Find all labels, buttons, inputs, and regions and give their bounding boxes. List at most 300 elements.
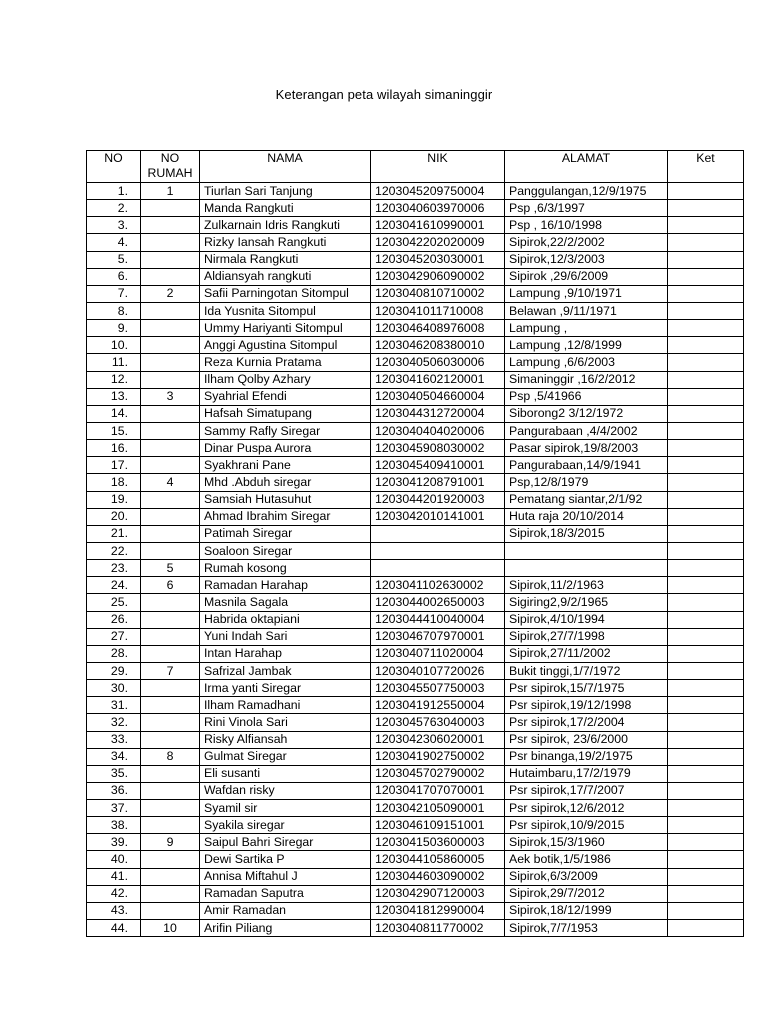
- cell-ket: [668, 731, 744, 748]
- cell-nama: Manda Rangkuti: [200, 200, 371, 217]
- cell-alamat: Sipirok,22/2/2002: [505, 234, 668, 251]
- cell-alamat: Psp ,5/41966: [505, 388, 668, 405]
- cell-no: 17.: [87, 457, 141, 474]
- cell-no: 25.: [87, 594, 141, 611]
- cell-no-rumah: [141, 422, 200, 439]
- cell-nik: 1203042906090002: [371, 268, 505, 285]
- cell-no-rumah: [141, 200, 200, 217]
- table-row: [87, 525, 744, 542]
- cell-no: 9.: [87, 320, 141, 337]
- cell-ket: [668, 594, 744, 611]
- header-no-rumah-line1: NO: [160, 151, 180, 165]
- cell-alamat: Pematang siantar,2/1/92: [505, 491, 668, 508]
- cell-nik: 1203044201920003: [371, 491, 505, 508]
- cell-nama: Nirmala Rangkuti: [200, 251, 371, 268]
- cell-no: 35.: [87, 765, 141, 782]
- cell-ket: [668, 902, 744, 919]
- cell-nama: Saipul Bahri Siregar: [200, 834, 371, 851]
- cell-no-rumah: 4: [141, 474, 200, 491]
- cell-ket: [668, 577, 744, 594]
- table-row: [87, 491, 744, 508]
- document-title: Keterangan peta wilayah simaninggir: [275, 87, 493, 102]
- cell-ket: [668, 800, 744, 817]
- cell-nama: Anggi Agustina Sitompul: [200, 337, 371, 354]
- cell-nama: Sammy Rafly Siregar: [200, 422, 371, 439]
- table-row: [87, 285, 744, 302]
- cell-no: 32.: [87, 714, 141, 731]
- cell-nama: Ida Yusnita Sitompul: [200, 302, 371, 319]
- cell-alamat: Sipirok,29/7/2012: [505, 885, 668, 902]
- cell-no: 27.: [87, 628, 141, 645]
- table-row: [87, 560, 744, 577]
- cell-no: 11.: [87, 354, 141, 371]
- cell-ket: [668, 714, 744, 731]
- table-row: [87, 474, 744, 491]
- table-body: [87, 183, 744, 937]
- table-row: [87, 200, 744, 217]
- cell-nik: 1203046109151001: [371, 817, 505, 834]
- table-row: [87, 594, 744, 611]
- cell-ket: [668, 457, 744, 474]
- cell-ket: [668, 474, 744, 491]
- table-row: [87, 320, 744, 337]
- cell-ket: [668, 440, 744, 457]
- cell-no: 5.: [87, 251, 141, 268]
- cell-alamat: Lampung ,9/10/1971: [505, 285, 668, 302]
- header-no-rumah: [141, 151, 200, 183]
- cell-ket: [668, 234, 744, 251]
- cell-no-rumah: [141, 680, 200, 697]
- cell-nik: 1203045409410001: [371, 457, 505, 474]
- cell-alamat: Sipirok,11/2/1963: [505, 577, 668, 594]
- cell-nama: Irma yanti Siregar: [200, 680, 371, 697]
- cell-ket: [668, 251, 744, 268]
- cell-no: 14.: [87, 405, 141, 422]
- cell-nama: Dinar Puspa Aurora: [200, 440, 371, 457]
- cell-ket: [668, 371, 744, 388]
- cell-no-rumah: [141, 885, 200, 902]
- table-row: [87, 765, 744, 782]
- cell-alamat: Sipirok,15/3/1960: [505, 834, 668, 851]
- cell-alamat: Sipirok,27/7/1998: [505, 628, 668, 645]
- cell-nama: Ilham Ramadhani: [200, 697, 371, 714]
- cell-no-rumah: 8: [141, 748, 200, 765]
- table-row: [87, 405, 744, 422]
- cell-nik: 1203044603090002: [371, 868, 505, 885]
- cell-no-rumah: [141, 611, 200, 628]
- cell-no: 4.: [87, 234, 141, 251]
- cell-nama: Tiurlan Sari Tanjung: [200, 183, 371, 200]
- cell-nik: 1203041707070001: [371, 782, 505, 799]
- cell-nik: 1203041208791001: [371, 474, 505, 491]
- cell-alamat: Pangurabaan,14/9/1941: [505, 457, 668, 474]
- cell-ket: [668, 354, 744, 371]
- cell-nama: Amir Ramadan: [200, 902, 371, 919]
- cell-no-rumah: [141, 628, 200, 645]
- cell-alamat: Sipirok,4/10/1994: [505, 611, 668, 628]
- cell-no: 36.: [87, 782, 141, 799]
- cell-ket: [668, 422, 744, 439]
- cell-nama: Yuni Indah Sari: [200, 628, 371, 645]
- cell-alamat: Lampung ,: [505, 320, 668, 337]
- table-row: [87, 800, 744, 817]
- cell-ket: [668, 268, 744, 285]
- table-row: [87, 217, 744, 234]
- cell-no-rumah: 9: [141, 834, 200, 851]
- cell-nik: [371, 560, 505, 577]
- cell-ket: [668, 920, 744, 937]
- cell-ket: [668, 697, 744, 714]
- cell-no: 44.: [87, 920, 141, 937]
- cell-no-rumah: [141, 371, 200, 388]
- cell-alamat: Pangurabaan ,4/4/2002: [505, 422, 668, 439]
- cell-ket: [668, 885, 744, 902]
- table-row: [87, 714, 744, 731]
- cell-nik: 1203045908030002: [371, 440, 505, 457]
- cell-nama: Annisa Miftahul J: [200, 868, 371, 885]
- cell-no-rumah: [141, 542, 200, 559]
- cell-no-rumah: 3: [141, 388, 200, 405]
- cell-no-rumah: [141, 868, 200, 885]
- cell-nik: 1203041102630002: [371, 577, 505, 594]
- table-row: [87, 440, 744, 457]
- cell-nik: 1203040506030006: [371, 354, 505, 371]
- cell-no: 43.: [87, 902, 141, 919]
- cell-nama: Rini Vinola Sari: [200, 714, 371, 731]
- cell-alamat: Simaninggir ,16/2/2012: [505, 371, 668, 388]
- cell-nama: Patimah Siregar: [200, 525, 371, 542]
- cell-alamat: Psr sipirok,15/7/1975: [505, 680, 668, 697]
- cell-nama: Ramadan Saputra: [200, 885, 371, 902]
- table-row: [87, 611, 744, 628]
- cell-nik: 1203040504660004: [371, 388, 505, 405]
- cell-nama: Intan Harahap: [200, 645, 371, 662]
- table-row: [87, 371, 744, 388]
- cell-nik: 1203045203030001: [371, 251, 505, 268]
- table-row: [87, 268, 744, 285]
- cell-no: 7.: [87, 285, 141, 302]
- cell-nik: 1203040404020006: [371, 422, 505, 439]
- cell-alamat: Sipirok ,29/6/2009: [505, 268, 668, 285]
- cell-no: 39.: [87, 834, 141, 851]
- cell-no: 8.: [87, 302, 141, 319]
- cell-no: 33.: [87, 731, 141, 748]
- cell-no: 24.: [87, 577, 141, 594]
- cell-alamat: Panggulangan,12/9/1975: [505, 183, 668, 200]
- cell-no: 20.: [87, 508, 141, 525]
- cell-nik: 1203041011710008: [371, 302, 505, 319]
- cell-ket: [668, 680, 744, 697]
- cell-nama: Dewi Sartika P: [200, 851, 371, 868]
- cell-ket: [668, 200, 744, 217]
- cell-no: 1.: [87, 183, 141, 200]
- cell-nik: 1203042306020001: [371, 731, 505, 748]
- cell-no-rumah: [141, 800, 200, 817]
- cell-no-rumah: [141, 354, 200, 371]
- cell-nik: 1203042105090001: [371, 800, 505, 817]
- cell-nik: 1203040107720026: [371, 662, 505, 679]
- cell-no-rumah: [141, 645, 200, 662]
- cell-no: 16.: [87, 440, 141, 457]
- cell-nama: Syamil sir: [200, 800, 371, 817]
- cell-nama: Gulmat Siregar: [200, 748, 371, 765]
- cell-alamat: Belawan ,9/11/1971: [505, 302, 668, 319]
- table-row: [87, 422, 744, 439]
- header-no: NO: [87, 151, 141, 183]
- cell-nama: Reza Kurnia Pratama: [200, 354, 371, 371]
- table-row: [87, 251, 744, 268]
- cell-alamat: Pasar sipirok,19/8/2003: [505, 440, 668, 457]
- cell-no-rumah: [141, 508, 200, 525]
- cell-nama: Hafsah Simatupang: [200, 405, 371, 422]
- cell-alamat: Lampung ,12/8/1999: [505, 337, 668, 354]
- cell-alamat: Psr binanga,19/2/1975: [505, 748, 668, 765]
- cell-alamat: Sipirok,18/12/1999: [505, 902, 668, 919]
- cell-no: 23.: [87, 560, 141, 577]
- cell-ket: [668, 320, 744, 337]
- cell-ket: [668, 560, 744, 577]
- cell-no-rumah: [141, 851, 200, 868]
- cell-nama: Aldiansyah rangkuti: [200, 268, 371, 285]
- cell-alamat: Sipirok,12/3/2003: [505, 251, 668, 268]
- cell-alamat: Psr sipirok,10/9/2015: [505, 817, 668, 834]
- cell-no-rumah: [141, 714, 200, 731]
- cell-ket: [668, 834, 744, 851]
- cell-alamat: Psr sipirok,17/7/2007: [505, 782, 668, 799]
- cell-no-rumah: [141, 697, 200, 714]
- cell-alamat: Psp,12/8/1979: [505, 474, 668, 491]
- cell-no: 3.: [87, 217, 141, 234]
- cell-nama: Ummy Hariyanti Sitompul: [200, 320, 371, 337]
- cell-nik: 1203045209750004: [371, 183, 505, 200]
- cell-ket: [668, 611, 744, 628]
- cell-no: 2.: [87, 200, 141, 217]
- cell-no: 6.: [87, 268, 141, 285]
- cell-no-rumah: [141, 217, 200, 234]
- table-row: [87, 902, 744, 919]
- cell-ket: [668, 217, 744, 234]
- cell-nik: 1203041602120001: [371, 371, 505, 388]
- cell-no: 12.: [87, 371, 141, 388]
- cell-nik: 1203041503600003: [371, 834, 505, 851]
- table-row: [87, 662, 744, 679]
- table-row: [87, 457, 744, 474]
- cell-alamat: Psr sipirok,19/12/1998: [505, 697, 668, 714]
- cell-no-rumah: [141, 817, 200, 834]
- cell-nama: Ahmad Ibrahim Siregar: [200, 508, 371, 525]
- cell-no-rumah: [141, 405, 200, 422]
- cell-no-rumah: 7: [141, 662, 200, 679]
- cell-alamat: Sipirok,6/3/2009: [505, 868, 668, 885]
- cell-alamat: Huta raja 20/10/2014: [505, 508, 668, 525]
- cell-alamat: [505, 542, 668, 559]
- cell-ket: [668, 508, 744, 525]
- cell-no: 13.: [87, 388, 141, 405]
- cell-no-rumah: [141, 457, 200, 474]
- header-alamat: ALAMAT: [505, 151, 668, 183]
- table-row: [87, 645, 744, 662]
- table-row: [87, 817, 744, 834]
- table-row: [87, 851, 744, 868]
- cell-ket: [668, 285, 744, 302]
- cell-no-rumah: 5: [141, 560, 200, 577]
- cell-no-rumah: [141, 902, 200, 919]
- cell-nik: [371, 542, 505, 559]
- table-row: [87, 748, 744, 765]
- cell-no-rumah: [141, 337, 200, 354]
- cell-nama: Ramadan Harahap: [200, 577, 371, 594]
- cell-no: 30.: [87, 680, 141, 697]
- cell-ket: [668, 337, 744, 354]
- cell-ket: [668, 525, 744, 542]
- cell-no: 26.: [87, 611, 141, 628]
- table-row: [87, 782, 744, 799]
- cell-nama: Eli susanti: [200, 765, 371, 782]
- cell-alamat: Aek botik,1/5/1986: [505, 851, 668, 868]
- cell-no-rumah: [141, 251, 200, 268]
- table-row: [87, 680, 744, 697]
- cell-no: 40.: [87, 851, 141, 868]
- cell-nama: Rumah kosong: [200, 560, 371, 577]
- table-row: [87, 868, 744, 885]
- table-row: [87, 542, 744, 559]
- cell-nama: Wafdan risky: [200, 782, 371, 799]
- cell-ket: [668, 645, 744, 662]
- cell-alamat: Siborong2 3/12/1972: [505, 405, 668, 422]
- resident-table: [86, 150, 744, 937]
- cell-no: 19.: [87, 491, 141, 508]
- cell-nama: Syahrial Efendi: [200, 388, 371, 405]
- cell-ket: [668, 542, 744, 559]
- cell-no-rumah: [141, 731, 200, 748]
- cell-no-rumah: [141, 782, 200, 799]
- cell-alamat: Sipirok,7/7/1953: [505, 920, 668, 937]
- cell-nik: 1203040811770002: [371, 920, 505, 937]
- cell-alamat: Psp ,6/3/1997: [505, 200, 668, 217]
- cell-ket: [668, 782, 744, 799]
- cell-nik: 1203046208380010: [371, 337, 505, 354]
- table-row: [87, 337, 744, 354]
- cell-no-rumah: 2: [141, 285, 200, 302]
- cell-alamat: [505, 560, 668, 577]
- cell-ket: [668, 662, 744, 679]
- cell-nama: Soaloon Siregar: [200, 542, 371, 559]
- table-row: [87, 577, 744, 594]
- cell-no-rumah: [141, 234, 200, 251]
- cell-nik: 1203041912550004: [371, 697, 505, 714]
- cell-ket: [668, 491, 744, 508]
- table-row: [87, 388, 744, 405]
- cell-no: 41.: [87, 868, 141, 885]
- table-header-row: [87, 151, 744, 183]
- cell-nik: [371, 525, 505, 542]
- cell-ket: [668, 388, 744, 405]
- cell-alamat: Sigiring2,9/2/1965: [505, 594, 668, 611]
- cell-no-rumah: [141, 268, 200, 285]
- cell-no: 18.: [87, 474, 141, 491]
- cell-nik: 1203044105860005: [371, 851, 505, 868]
- cell-nik: 1203041812990004: [371, 902, 505, 919]
- cell-no-rumah: [141, 320, 200, 337]
- table-row: [87, 885, 744, 902]
- table-row: [87, 302, 744, 319]
- cell-nik: 1203046707970001: [371, 628, 505, 645]
- cell-nik: 1203044410040004: [371, 611, 505, 628]
- cell-alamat: Psr sipirok,17/2/2004: [505, 714, 668, 731]
- cell-nama: Ilham Qolby Azhary: [200, 371, 371, 388]
- cell-no-rumah: 1: [141, 183, 200, 200]
- cell-no-rumah: [141, 765, 200, 782]
- cell-nama: Zulkarnain Idris Rangkuti: [200, 217, 371, 234]
- cell-no-rumah: 6: [141, 577, 200, 594]
- header-no-rumah-line2: RUMAH: [147, 166, 193, 180]
- cell-no: 31.: [87, 697, 141, 714]
- cell-nik: 1203041610990001: [371, 217, 505, 234]
- table-row: [87, 234, 744, 251]
- cell-no: 37.: [87, 800, 141, 817]
- cell-nik: 1203044002650003: [371, 594, 505, 611]
- cell-alamat: Bukit tinggi,1/7/1972: [505, 662, 668, 679]
- cell-ket: [668, 183, 744, 200]
- cell-no: 10.: [87, 337, 141, 354]
- cell-no: 42.: [87, 885, 141, 902]
- cell-nik: 1203042907120003: [371, 885, 505, 902]
- cell-nik: 1203045507750003: [371, 680, 505, 697]
- cell-no-rumah: [141, 525, 200, 542]
- table-row: [87, 920, 744, 937]
- cell-no: 38.: [87, 817, 141, 834]
- cell-ket: [668, 817, 744, 834]
- cell-alamat: Hutaimbaru,17/2/1979: [505, 765, 668, 782]
- table-row: [87, 731, 744, 748]
- table-row: [87, 354, 744, 371]
- cell-nama: Safrizal Jambak: [200, 662, 371, 679]
- cell-ket: [668, 302, 744, 319]
- cell-ket: [668, 628, 744, 645]
- cell-ket: [668, 851, 744, 868]
- table-row: [87, 628, 744, 645]
- table-row: [87, 183, 744, 200]
- cell-alamat: Lampung ,6/6/2003: [505, 354, 668, 371]
- cell-no-rumah: [141, 594, 200, 611]
- cell-no-rumah: [141, 440, 200, 457]
- cell-nama: Syakila siregar: [200, 817, 371, 834]
- cell-nik: 1203041902750002: [371, 748, 505, 765]
- cell-ket: [668, 405, 744, 422]
- cell-no-rumah: 10: [141, 920, 200, 937]
- cell-nama: Rizky Iansah Rangkuti: [200, 234, 371, 251]
- cell-ket: [668, 765, 744, 782]
- cell-nik: 1203042010141001: [371, 508, 505, 525]
- cell-nama: Habrida oktapiani: [200, 611, 371, 628]
- cell-nama: Risky Alfiansah: [200, 731, 371, 748]
- cell-alamat: Psr sipirok, 23/6/2000: [505, 731, 668, 748]
- cell-no: 29.: [87, 662, 141, 679]
- table-row: [87, 834, 744, 851]
- cell-nik: 1203040810710002: [371, 285, 505, 302]
- cell-no: 22.: [87, 542, 141, 559]
- cell-no: 34.: [87, 748, 141, 765]
- cell-no: 21.: [87, 525, 141, 542]
- cell-no-rumah: [141, 491, 200, 508]
- cell-nik: 1203040603970006: [371, 200, 505, 217]
- cell-nik: 1203045702790002: [371, 765, 505, 782]
- cell-nik: 1203040711020004: [371, 645, 505, 662]
- cell-nama: Masnila Sagala: [200, 594, 371, 611]
- header-ket: Ket: [668, 151, 744, 183]
- cell-nama: Samsiah Hutasuhut: [200, 491, 371, 508]
- cell-nik: 1203046408976008: [371, 320, 505, 337]
